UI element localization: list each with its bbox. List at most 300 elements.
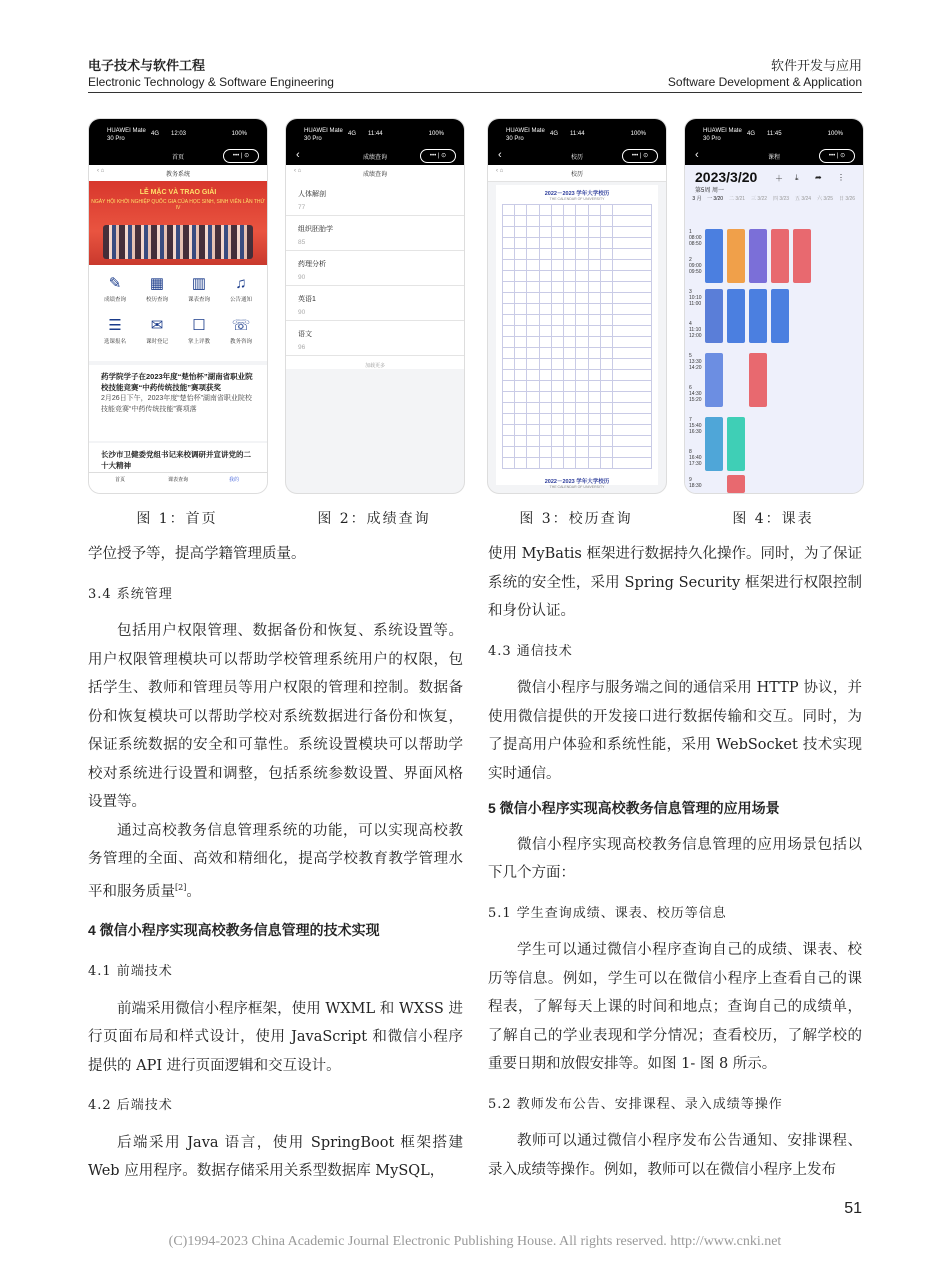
section-heading-5: 5 微信小程序实现高校教务信息管理的应用场景 [488,800,780,816]
calendar-cell [600,326,612,337]
calendar-cell [600,447,612,458]
calendar-cell [600,348,612,359]
calendar-cell [564,249,576,260]
grade-row[interactable]: 语文 96 [286,321,464,356]
calendar-cell [588,249,600,260]
calendar-cell [503,271,515,282]
tab-bar [89,472,267,493]
slot-label: 5 13:30 14:20 [689,353,702,371]
calendar-cell [576,326,588,337]
calendar-cell [503,304,515,315]
calendar-cell [539,337,551,348]
calendar-cell [564,282,576,293]
slot-label: 1 08:00 08:50 [689,229,702,247]
journal-title-cn: 电子技术与软件工程 [88,58,206,73]
calendar-cell [600,337,612,348]
calendar-cell [588,414,600,425]
calendar-cell [588,337,600,348]
calendar-cell [551,359,563,370]
calendar-cell [539,271,551,282]
calendar-cell [539,326,551,337]
news-item[interactable] [89,443,267,473]
page-number: 51 [844,1200,862,1217]
calendar-cell [527,425,539,436]
calendar-cell [539,282,551,293]
calendar-cell [527,293,539,304]
calendar-cell [551,227,563,238]
clock: 11:44 [570,131,585,137]
tab-timetable[interactable]: 课表查询 [167,477,188,483]
grid-item-course-select[interactable]: ☰ 选课报名 [95,317,135,345]
journal-title-en: Electronic Technology & Software Engineering [88,75,334,89]
calendar-cell [515,216,527,227]
calendar-cell [551,282,563,293]
day-label: 四 3/23 [772,196,790,202]
calendar-cell [600,458,612,469]
slot-label: 6 14:30 15:20 [689,385,702,403]
calendar-cell [539,458,551,469]
back-icon[interactable]: ‹ [296,149,300,161]
calendar-cell [588,293,600,304]
course-block[interactable] [727,289,745,343]
calendar-cell [503,216,515,227]
calendar-cell [564,447,576,458]
calendar-cell [551,205,563,216]
grid-item-evaluate[interactable]: ☐ 掌上评教 [179,317,219,345]
calendar-cell [515,359,527,370]
paragraph: 微信小程序与服务端之间的通信采用 HTTP 协议，并使用微信提供的开发接口进行数据传输和交互。同时，为了提高用户体验和系统性能，采用 WebSocket 技术实现实时通信。 [488,680,862,782]
add-icon[interactable]: ＋ [775,174,783,183]
slot-label: 7 15:40 16:30 [689,417,702,435]
calendar-cell [551,293,563,304]
calendar-cell [588,425,600,436]
tab-mine[interactable]: 我的 [228,477,239,483]
calendar-cell [539,304,551,315]
calendar-cell [576,227,588,238]
calendar-cell [600,403,612,414]
calendar-cell [588,370,600,381]
calendar-cell [515,227,527,238]
calendar-cell [515,381,527,392]
course-block[interactable] [793,229,811,283]
calendar-cell [576,381,588,392]
calendar-cell [503,315,515,326]
calendar-cell [515,403,527,414]
course-block[interactable] [705,353,723,407]
paragraph: 后端采用 Java 语言，使用 SpringBoot 框架搭建 Web 应用程序。数据存储采用关系型数据库 MySQL， [88,1134,463,1180]
calendar-cell [539,425,551,436]
grid-item-notice[interactable]: ♫ 公告通知 [221,275,261,303]
calendar-cell [527,315,539,326]
banner-title: LỄ MẶC VÀ TRAO GIẢI [139,189,217,196]
calendar-cell [527,403,539,414]
calendar-cell [527,381,539,392]
calendar-cell [576,348,588,359]
calendar-cell [600,271,612,282]
calendar-cell [527,348,539,359]
grade-row[interactable]: 药理分析 90 [286,251,464,286]
calendar-cell [564,304,576,315]
calendar-cell [527,458,539,469]
bell-icon: ♫ [235,275,247,292]
status-bar [89,119,267,165]
tab-home[interactable]: 首页 [114,477,125,483]
calendar-cell [503,238,515,249]
paragraph: 前端采用微信小程序框架，使用 WXML 和 WXSS 进行页面布局和样式设计，使用 JavaScript 和微信小程序提供的 API 进行页面逻辑和交互设计。 [88,1000,463,1074]
calendar-cell [503,326,515,337]
calendar-cell [539,370,551,381]
section-heading-5-1: 5.1 学生查询成绩、课表、校历等信息 [488,905,727,921]
paragraph: 学生可以通过微信小程序查询自己的成绩、课表、校历等信息。例如，学生可以在微信小程序上查看自己的课程表，了解每天上课的时间和地点；查询自己的成绩单，了解自己的学业表现和学分情况；查看校历，了解学校的重要日期和放假安排等。如图 1- 图 8 所示。 [488,942,862,1072]
sub-title: 成绩查询 [362,172,387,178]
left-column [88,540,463,1186]
calendar-cell [539,348,551,359]
course-block[interactable] [727,475,745,493]
back-home-icon[interactable]: ‹ ⌂ [294,168,302,174]
more-icon[interactable]: ⋮ [837,173,845,182]
calendar-cell [503,282,515,293]
calendar-cell [551,425,563,436]
calendar-cell [588,238,600,249]
calendar-cell [551,326,563,337]
calendar-cell [613,249,652,260]
chat-icon: ☐ [192,317,206,334]
course-block[interactable] [749,289,767,343]
calendar-cell [551,403,563,414]
calendar-title-2: 2022－2023 学年大学校历 [544,479,610,485]
citation: [2] [175,882,187,892]
banner-photo [103,225,253,259]
calendar-cell [515,337,527,348]
calendar-subtitle: THE CALENDAR OF UNIVERSITY [549,197,605,201]
calendar-cell [515,293,527,304]
calendar-cell [600,216,612,227]
calendar-cell [551,370,563,381]
calendar-cell [527,304,539,315]
nav-subbar [488,165,666,182]
calendar-cell [588,381,600,392]
calendar-cell [588,216,600,227]
calendar-cell [600,315,612,326]
calendar-cell [576,458,588,469]
capsule-menu[interactable]: ••• | ⊙ [622,149,658,163]
calendar-cell [576,249,588,260]
slot-label: 3 10:10 11:00 [689,289,702,307]
calendar-cell [588,403,600,414]
calendar-cell [539,238,551,249]
grid-item-calendar[interactable]: ▦ 校历查询 [137,275,177,303]
screen-title: 首页 [171,155,184,161]
phone-model: HUAWEI Mate 30 Pro [107,128,146,142]
right-column [488,540,862,1184]
calendar-cell [613,205,652,216]
calendar-cell [551,458,563,469]
calendar-cell [588,436,600,447]
calendar-cell [503,436,515,447]
calendar-cell [503,381,515,392]
calendar-cell [539,381,551,392]
day-label: 日 3/26 [838,196,856,202]
calendar-cell [600,414,612,425]
capsule-menu[interactable]: ••• | ⊙ [819,149,855,163]
paragraph: 教师可以通过微信小程序发布公告通知、安排课程、录入成绩等操作。例如，教师可以在微信小程序上发布 [488,1133,862,1178]
calendar-cell [600,249,612,260]
calendar-cell [539,436,551,447]
calendar-cell [515,282,527,293]
calendar-cell [527,271,539,282]
back-icon[interactable]: ‹ [695,149,699,161]
calendar-cell [551,216,563,227]
grade-row[interactable]: 人体解剖 77 [286,181,464,216]
calendar-cell [527,282,539,293]
calendar-cell [527,359,539,370]
calendar-cell [564,238,576,249]
list-icon: ☰ [108,317,122,334]
calendar-cell [564,315,576,326]
calendar-cell [613,414,652,425]
calendar-cell [576,359,588,370]
course-block[interactable] [771,289,789,343]
capsule-menu[interactable]: ••• | ⊙ [223,149,259,163]
status-bar [685,119,863,165]
paragraph: 使用 MyBatis 框架进行数据持久化操作。同时，为了保证系统的安全性，采用 Spring Security 框架进行权限控制和身份认证。 [488,546,862,619]
calendar-cell [564,359,576,370]
calendar-cell [576,337,588,348]
calendar-cell [588,447,600,458]
section-heading-4-1: 4.1 前端技术 [88,964,173,980]
grades-icon: ✎ [108,275,122,292]
sub-title: 教务系统 [165,172,190,178]
calendar-cell [503,425,515,436]
calendar-cell [600,205,612,216]
calendar-cell [600,293,612,304]
grade-list [286,181,464,369]
course-block[interactable] [705,289,723,343]
calendar-cell [539,403,551,414]
calendar-cell [551,315,563,326]
calendar-cell [564,381,576,392]
figure-grades-screenshot [285,118,465,494]
calendar-cell [551,238,563,249]
current-week: 第5周 周一 [695,188,725,194]
calendar-cell [588,271,600,282]
grid-item-timetable[interactable]: ▥ 课表查询 [179,275,219,303]
phone-model: HUAWEI Mate 30 Pro [304,128,343,142]
calendar-cell [564,403,576,414]
calendar-cell [503,392,515,403]
calendar-cell [503,403,515,414]
calendar-cell [576,436,588,447]
clock: 11:45 [767,131,782,137]
calendar-cell [576,205,588,216]
calendar-cell [527,326,539,337]
grid-item-consult[interactable]: ☏ 教务咨询 [221,317,261,345]
calendar-cell [539,392,551,403]
section-title-cn: 软件开发与应用 [770,58,862,73]
paragraph: 学位授予等，提高学籍管理质量。 [88,546,306,562]
calendar-cell [588,304,600,315]
back-icon[interactable]: ‹ [498,149,502,161]
section-heading-4-2: 4.2 后端技术 [88,1098,173,1114]
calendar-cell [551,304,563,315]
calendar-cell [551,436,563,447]
calendar-cell [539,315,551,326]
signal: 4G [348,131,357,137]
calendar-cell [515,326,527,337]
calendar-cell [576,414,588,425]
calendar-cell [613,458,652,469]
section-title-en: Software Development & Application [667,75,862,89]
timetable-icon: ▥ [191,275,207,292]
phone-icon: ☏ [231,317,251,334]
section-heading-4: 4 微信小程序实现高校教务信息管理的技术实现 [88,921,380,938]
course-block[interactable] [749,229,767,283]
calendar-cell [515,249,527,260]
calendar-cell [503,359,515,370]
calendar-cell [539,260,551,271]
status-bar [286,119,464,165]
section-heading-4-3: 4.3 通信技术 [488,643,573,659]
calendar-cell [539,249,551,260]
slot-label: 8 16:40 17:30 [689,449,702,467]
course-block[interactable] [749,353,767,407]
slot-label: 4 11:10 12:00 [689,321,702,339]
calendar-cell [503,205,515,216]
share-icon[interactable]: ➦ [815,173,822,182]
calendar-cell [613,381,652,392]
calendar-cell [503,414,515,425]
battery: 100% [231,131,247,137]
paragraph: 包括用户权限管理、数据备份和恢复、系统设置等。用户权限管理模块可以帮助学校管理系统用户的权限，包括学生、教师和管理员等用户权限的管理和控制。数据备份和恢复模块可以帮助学校对系统数据进行备份和恢复，保证系统数据的安全和可靠性。系统设置模块可以帮助学校对系统进行设置和调整，包括系统参数设置、界面风格设置等。 [88,623,463,810]
calendar-cell [576,271,588,282]
calendar-cell [600,304,612,315]
grade-row[interactable]: 组织胚胎学 85 [286,216,464,251]
figure-caption: 图 3：校历查询 [519,511,633,527]
calendar-cell [551,381,563,392]
figure-timetable-screenshot [684,118,864,494]
calendar-cell [515,392,527,403]
calendar-cell [503,337,515,348]
function-grid [89,265,267,361]
calendar-cell [503,293,515,304]
news-banner[interactable] [89,181,267,265]
calendar-cell [613,227,652,238]
calendar-cell [539,216,551,227]
calendar-cell [515,436,527,447]
calendar-cell [527,447,539,458]
figure-caption: 图 4：课表 [732,511,814,527]
calendar-cell [539,227,551,238]
calendar-cell [503,447,515,458]
battery: 100% [630,131,646,137]
calendar-cell [527,205,539,216]
day-label: 一 3/20 [706,196,724,202]
back-home-icon[interactable]: ‹ ⌂ [496,168,504,174]
calendar-cell [503,249,515,260]
calendar-cell [600,370,612,381]
figure-caption: 图 1：首页 [136,511,218,527]
grade-row[interactable]: 英语1 90 [286,286,464,321]
download-icon[interactable]: ⤓ [795,173,799,182]
course-block[interactable] [771,229,789,283]
news-item[interactable] [89,365,267,441]
calendar-cell [588,260,600,271]
calendar-cell [588,315,600,326]
calendar-cell [527,249,539,260]
course-block[interactable] [705,417,723,471]
calendar-cell [600,436,612,447]
calendar-cell [576,425,588,436]
course-block[interactable] [727,229,745,283]
clock: 12:03 [171,131,187,137]
calendar-cell [600,392,612,403]
nav-subbar [89,165,267,182]
calendar-cell [564,414,576,425]
course-block[interactable] [705,229,723,283]
slot-label: 9 18:30 [689,477,702,489]
calendar-cell [600,282,612,293]
calendar-cell [564,436,576,447]
grid-item-grades[interactable]: ✎ 成绩查询 [95,275,135,303]
calendar-cell [613,370,652,381]
grid-item-hours[interactable]: ✉ 课时登记 [137,317,177,345]
calendar-cell [564,216,576,227]
screen-title: 成绩查询 [362,155,387,161]
battery: 100% [827,131,843,137]
calendar-cell [613,315,652,326]
calendar-cell [515,447,527,458]
calendar-cell [600,359,612,370]
calendar-cell [527,337,539,348]
calendar-cell [613,425,652,436]
calendar-cell [564,227,576,238]
calendar-cell [564,337,576,348]
figure-caption: 图 2：成绩查询 [317,511,431,527]
slot-label: 2 09:00 09:50 [689,257,702,275]
calendar-cell [588,326,600,337]
calendar-cell [515,271,527,282]
calendar-cell [527,414,539,425]
calendar-image [496,185,658,489]
calendar-cell [551,392,563,403]
calendar-cell [515,304,527,315]
back-home-icon[interactable]: ‹ ⌂ [97,168,105,174]
screen-title: 校历 [570,155,583,161]
calendar-cell [588,227,600,238]
calendar-cell [539,414,551,425]
load-more-button[interactable]: 加载更多 [364,363,385,369]
running-header [88,58,862,93]
calendar-cell [539,205,551,216]
calendar-cell [613,216,652,227]
calendar-cell [527,227,539,238]
calendar-cell [576,370,588,381]
course-block[interactable] [727,417,745,471]
calendar-cell [613,260,652,271]
month-label: 3 月 [692,196,702,202]
calendar-cell [576,216,588,227]
calendar-cell [515,425,527,436]
register-icon: ✉ [150,317,164,334]
calendar-cell [515,458,527,469]
calendar-cell [515,205,527,216]
signal: 4G [550,131,559,137]
paragraph: 通过高校教务信息管理系统的功能，可以实现高校教务管理的全面、高效和精细化，提高学校教育教学管理水平和服务质量[2]。 [88,822,463,900]
calendar-cell [539,447,551,458]
news-summary: 2月26日下午，2023年度“楚怡杯”湖南省职业院校技能竞赛“中药传统技能”赛项落 [101,395,252,413]
calendar-cell [588,348,600,359]
capsule-menu[interactable]: ••• | ⊙ [420,149,456,163]
